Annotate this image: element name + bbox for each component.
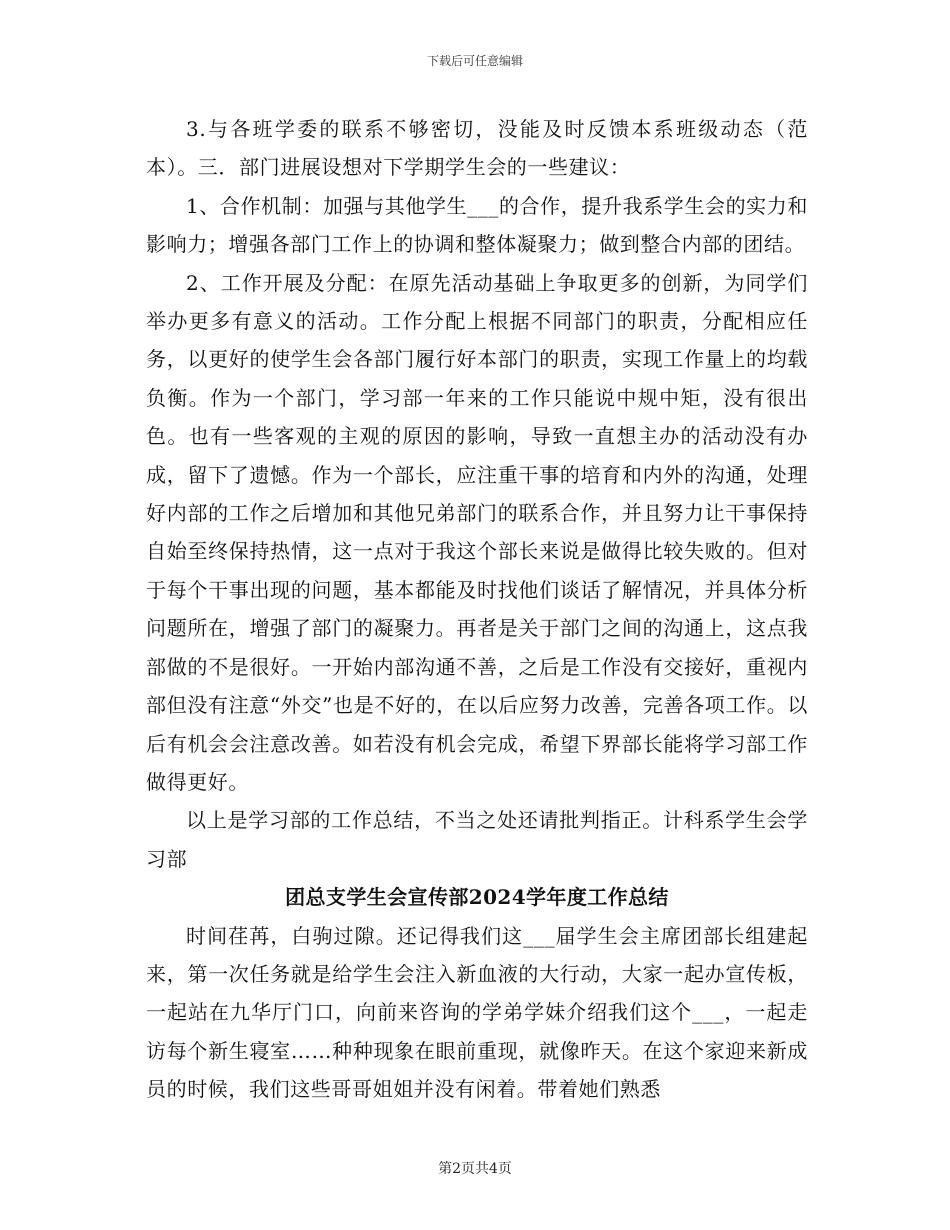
section-title: 团总支学生会宣传部2024学年度工作总结 <box>285 885 669 910</box>
paragraph-closing: 以上是学习部的工作总结，不当之处还请批判指正。计科系学生会学习部 <box>146 808 808 871</box>
paragraph-weakness-3: 3.与各班学委的联系不够密切，没能及时反馈本系班级动态（范本）。三．部门进展设想对下学期学生会的一些建议： <box>146 117 808 180</box>
paragraph-intro-new-section: 时间荏苒，白驹过隙。还记得我们这___届学生会主席团部长组建起来，第一次任务就是给学生会注入新血液的大行动，大家一起办宣传板，一起站在九华厅门口，向前来咨询的学弟学妹介绍我们这个___，一起走访每个新生寝室……种种现象在眼前重现，就像昨天。在这个家迎来新成员的时候，我们这些哥哥姐姐并没有闲着。带着她们熟悉 <box>146 923 808 1102</box>
page-header: 下载后可任意编辑 <box>426 54 523 68</box>
paragraph-suggestion-cooperation: 1、合作机制：加强与其他学生___的合作，提升我系学生会的实力和影响力；增强各部门工作上的协调和整体凝聚力；做到整合内部的团结。 <box>146 193 808 257</box>
document-body <box>146 110 808 1109</box>
paragraph-suggestion-work-allocation: 2、工作开展及分配：在原先活动基础上争取更多的创新，为同学们举办更多有意义的活动。工作分配上根据不同部门的职责，分配相应任务，以更好的使学生会各部门履行好本部门的职责，实现工作量上的均载负衡。作为一个部门，学习部一年来的工作只能说中规中矩，没有很出色。也有一些客观的主观的原因的影响，导致一直想主办的活动没有办成，留下了遗憾。作为一个部长，应注重干事的培育和内外的沟通，处理好内部的工作之后增加和其他兄弟部门的联系合作，并且努力让干事保持自始至终保持热情，这一点对于我这个部长来说是做得比较失败的。但对于每个干事出现的问题，基本都能及时找他们谈话了解情况，并具体分析问题所在，增强了部门的凝聚力。再者是关于部门之间的沟通上，这点我部做的不是很好。一开始内部沟通不善，之后是工作没有交接好，重视内部但没有注意“外交”也是不好的，在以后应努力改善，完善各项工作。以后有机会会注意改善。如若没有机会完成，希望下界部长能将学习部工作做得更好。 <box>146 270 808 794</box>
page-footer: 第2页共4页 <box>438 1161 512 1177</box>
